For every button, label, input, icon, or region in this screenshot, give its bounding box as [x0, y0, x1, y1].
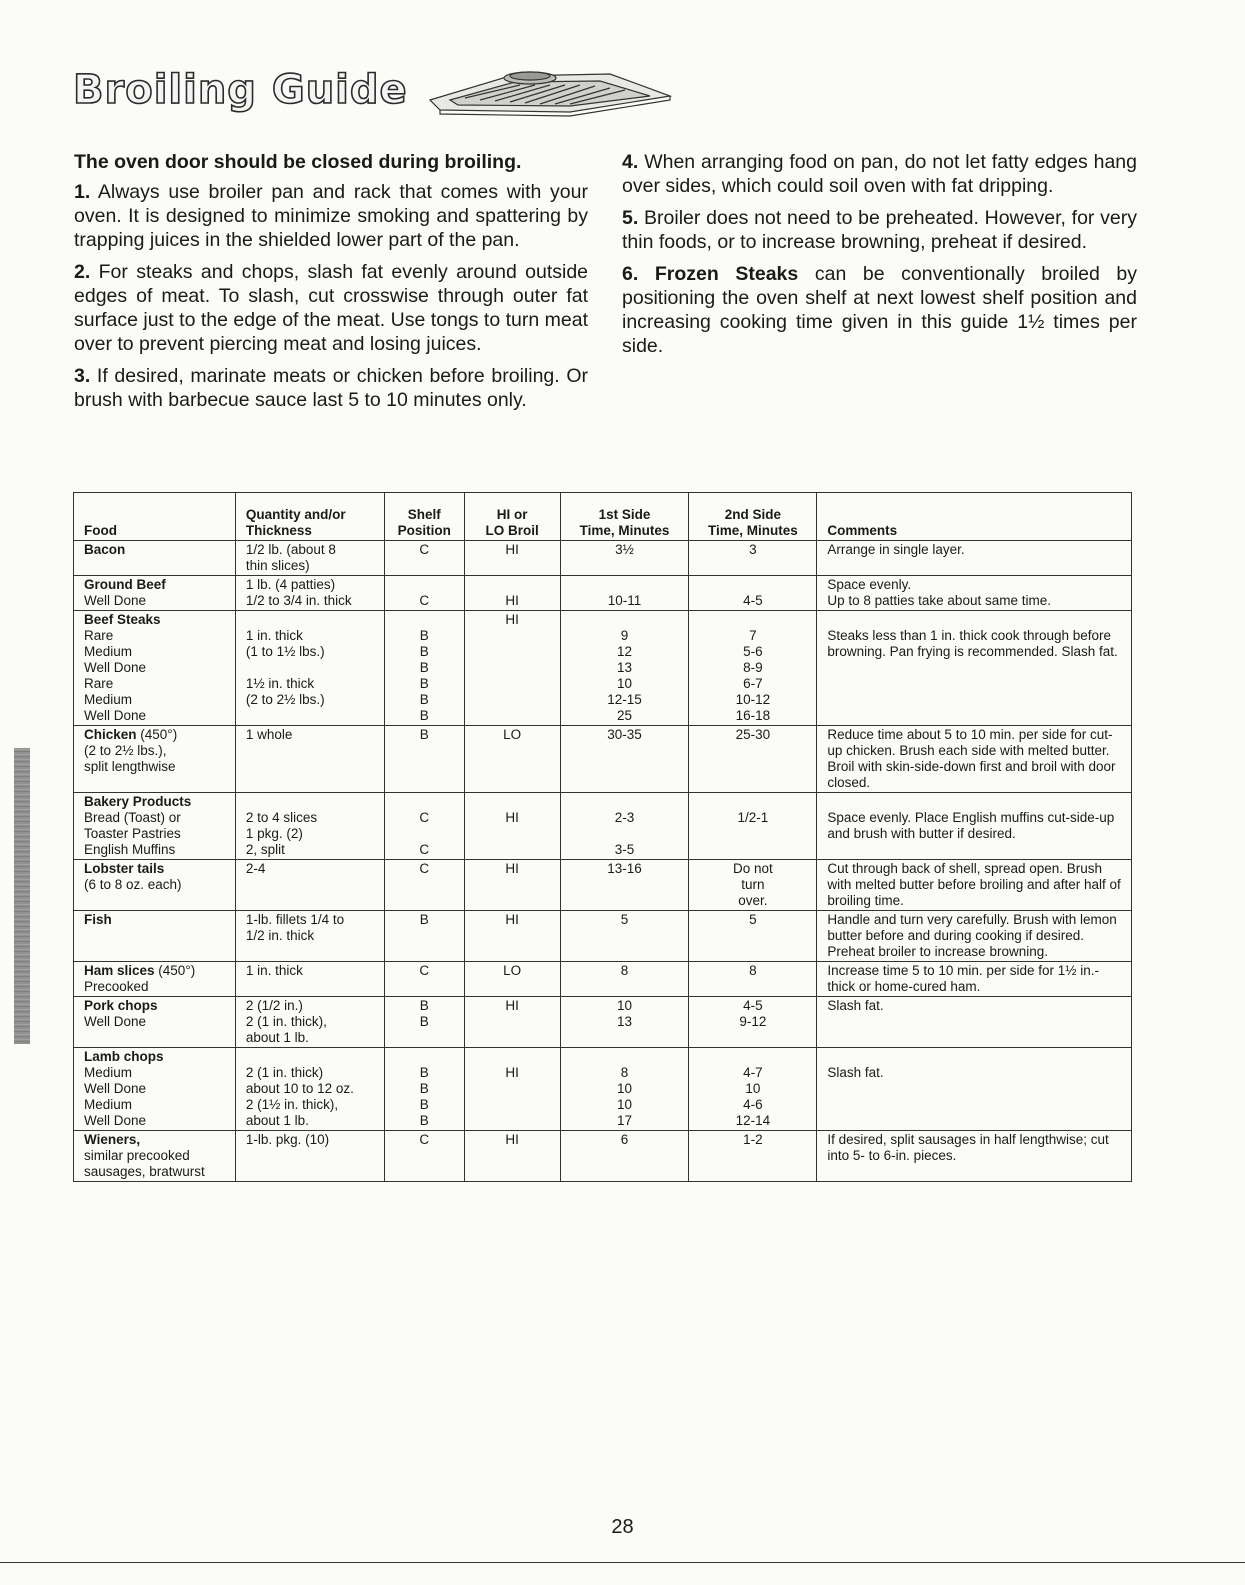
second-side-cell: 4-5 [689, 576, 817, 611]
quantity-cell: 1 in. thick (1 to 1½ lbs.) 1½ in. thick (2 to 2½ lbs.) [235, 611, 384, 726]
shelf-cell: B B B B B B [384, 611, 464, 726]
broil-cell: HI [464, 860, 560, 911]
column-header: 2nd Side Time, Minutes [689, 493, 817, 541]
column-header: Comments [817, 493, 1132, 541]
instruction-number: 3. [74, 365, 91, 387]
instruction-4 [622, 150, 1137, 198]
broil-cell: HI [464, 611, 560, 726]
food-cell [74, 962, 236, 997]
quantity-cell: 1-lb. pkg. (10) [235, 1131, 384, 1182]
first-side-cell: 9 12 13 10 12-15 25 [560, 611, 689, 726]
table-row [74, 860, 1132, 911]
instruction-number: 1. [74, 181, 91, 203]
page-header [73, 60, 680, 120]
second-side-cell: 3 [689, 541, 817, 576]
comments-cell: Arrange in single layer. [817, 541, 1132, 576]
instruction-text: For steaks and chops, slash fat evenly around outside edges of meat. To slash, cut crosswise through outer fat surface just to the edge of the meat. Use tongs to turn meat over to prevent piercing meat and losing juices. [74, 261, 589, 355]
table-header-row [74, 493, 1132, 541]
second-side-cell: 4-5 9-12 [689, 997, 817, 1048]
quantity-cell: 1 in. thick [235, 962, 384, 997]
instruction-5 [622, 206, 1137, 254]
food-cell [74, 793, 236, 860]
shelf-cell: B B B B [384, 1048, 464, 1131]
food-cell [74, 1048, 236, 1131]
food-detail: Rare Medium Well Done Rare Medium Well Done [84, 628, 147, 723]
broil-cell: HI [464, 793, 560, 860]
second-side-cell: 4-7 10 4-6 12-14 [689, 1048, 817, 1131]
food-name: Bakery Products [84, 794, 192, 809]
page-title: Broiling Guide [73, 67, 408, 113]
broil-cell: HI [464, 997, 560, 1048]
food-name: Pork chops [84, 998, 158, 1013]
column-header: HI or LO Broil [464, 493, 560, 541]
food-detail: Medium Well Done Medium Well Done [84, 1065, 147, 1128]
table-row [74, 726, 1132, 793]
food-name: Ground Beef [84, 577, 166, 592]
shelf-cell: C [384, 860, 464, 911]
second-side-cell: 1/2-1 [689, 793, 817, 860]
column-header: Quantity and/or Thickness [235, 493, 384, 541]
footer-rule [0, 1562, 1245, 1563]
first-side-cell: 5 [560, 911, 689, 962]
food-temperature: (450°) [154, 963, 196, 978]
first-side-cell: 8 10 10 17 [560, 1048, 689, 1131]
instruction-6 [622, 262, 1137, 358]
broil-cell: HI [464, 541, 560, 576]
comments-cell: Space evenly. Place English muffins cut-side-up and brush with butter if desired. [817, 793, 1132, 860]
food-name: Fish [84, 912, 112, 927]
second-side-cell: 5 [689, 911, 817, 962]
table-row [74, 911, 1132, 962]
food-cell [74, 1131, 236, 1182]
comments-cell: Handle and turn very carefully. Brush with lemon butter before and during cooking if desired. Preheat broiler to increase browning. [817, 911, 1132, 962]
quantity-cell: 2 (1 in. thick) about 10 to 12 oz. 2 (1½ in. thick), about 1 lb. [235, 1048, 384, 1131]
shelf-cell: C [384, 541, 464, 576]
food-detail: similar precooked sausages, bratwurst [84, 1148, 205, 1179]
food-cell [74, 541, 236, 576]
column-header: 1st Side Time, Minutes [560, 493, 689, 541]
comments-cell: Slash fat. [817, 1048, 1132, 1131]
instruction-number: 6. [622, 263, 639, 285]
binding-margin-mark [14, 748, 30, 1044]
food-name: Wieners, [84, 1132, 141, 1147]
comments-cell: Space evenly. Up to 8 patties take about same time. [817, 576, 1132, 611]
shelf-cell: B [384, 911, 464, 962]
shelf-cell: B [384, 726, 464, 793]
quantity-cell: 1 lb. (4 patties) 1/2 to 3/4 in. thick [235, 576, 384, 611]
instruction-number: 5. [622, 207, 639, 229]
food-name: Lobster tails [84, 861, 165, 876]
instruction-text: Always use broiler pan and rack that comes with your oven. It is designed to minimize smoking and spattering by trapping juices in the shielded lower part of the pan. [74, 181, 588, 251]
second-side-cell: Do not turn over. [689, 860, 817, 911]
table-row [74, 793, 1132, 860]
left-instructions [74, 150, 588, 420]
food-name: Chicken [84, 727, 137, 742]
food-detail: (2 to 2½ lbs.), split lengthwise [84, 743, 176, 774]
food-detail: Well Done [84, 1014, 147, 1029]
food-detail: Precooked [84, 979, 149, 994]
comments-cell: If desired, split sausages in half lengthwise; cut into 5- to 6-in. pieces. [817, 1131, 1132, 1182]
instruction-2 [74, 260, 588, 356]
broil-cell: HI [464, 1131, 560, 1182]
table-row [74, 541, 1132, 576]
table-body [74, 541, 1132, 1182]
broil-cell: LO [464, 962, 560, 997]
broil-cell: HI [464, 576, 560, 611]
food-cell [74, 997, 236, 1048]
shelf-cell: B B [384, 997, 464, 1048]
instruction-3 [74, 364, 588, 412]
column-header: Food [74, 493, 236, 541]
second-side-cell: 25-30 [689, 726, 817, 793]
first-side-cell: 13-16 [560, 860, 689, 911]
quantity-cell: 2 (1/2 in.) 2 (1 in. thick), about 1 lb. [235, 997, 384, 1048]
shelf-cell: C [384, 1131, 464, 1182]
food-cell [74, 911, 236, 962]
shelf-cell: C [384, 962, 464, 997]
second-side-cell: 1-2 [689, 1131, 817, 1182]
broil-cell: HI [464, 1048, 560, 1131]
table-row [74, 611, 1132, 726]
quantity-cell: 2 to 4 slices 1 pkg. (2) 2, split [235, 793, 384, 860]
table-row [74, 1131, 1132, 1182]
instruction-lead: Frozen Steaks [654, 263, 799, 285]
food-detail: Well Done [84, 593, 147, 608]
food-detail: (6 to 8 oz. each) [84, 877, 182, 892]
shelf-cell: C C [384, 793, 464, 860]
instruction-1 [74, 180, 588, 252]
first-side-cell: 30-35 [560, 726, 689, 793]
food-cell [74, 860, 236, 911]
food-cell [74, 576, 236, 611]
first-side-cell: 3½ [560, 541, 689, 576]
food-temperature: (450°) [136, 727, 178, 742]
food-detail: Bread (Toast) or Toaster Pastries English Muffins [84, 810, 181, 857]
second-side-cell: 7 5-6 8-9 6-7 10-12 16-18 [689, 611, 817, 726]
table-row [74, 997, 1132, 1048]
shelf-cell: C [384, 576, 464, 611]
comments-cell: Cut through back of shell, spread open. Brush with melted butter before broiling and after half of broiling time. [817, 860, 1132, 911]
food-cell [74, 726, 236, 793]
first-side-cell: 10-11 [560, 576, 689, 611]
food-name: Lamb chops [84, 1049, 164, 1064]
food-name: Bacon [84, 542, 126, 557]
table-row [74, 576, 1132, 611]
food-name: Ham slices [84, 963, 155, 978]
instruction-text: Broiler does not need to be preheated. However, for very thin foods, or to increase browning, preheat if desired. [622, 207, 1137, 253]
instruction-number: 4. [622, 151, 639, 173]
instruction-text: When arranging food on pan, do not let fatty edges hang over sides, which could soil oven with fat dripping. [622, 151, 1137, 197]
comments-cell: Reduce time about 5 to 10 min. per side for cut-up chicken. Brush each side with melted butter. Broil with skin-side-down first and broil with door closed. [817, 726, 1132, 793]
food-name: Beef Steaks [84, 612, 161, 627]
first-side-cell: 10 13 [560, 997, 689, 1048]
instruction-text: can be conventionally broiled by positioning the oven shelf at next lowest shelf position and increasing cooking time given in this guide 1½ times per side. [622, 263, 1138, 357]
instruction-number: 2. [74, 261, 91, 283]
quantity-cell: 1-lb. fillets 1/4 to 1/2 in. thick [235, 911, 384, 962]
broiler-pan-illustration [420, 60, 680, 120]
comments-cell: Increase time 5 to 10 min. per side for 1½ in.-thick or home-cured ham. [817, 962, 1132, 997]
table-row [74, 1048, 1132, 1131]
quantity-cell: 1 whole [235, 726, 384, 793]
comments-cell: Steaks less than 1 in. thick cook through before browning. Pan frying is recommended. Slash fat. [817, 611, 1132, 726]
second-side-cell: 8 [689, 962, 817, 997]
first-side-cell: 8 [560, 962, 689, 997]
table-row [74, 962, 1132, 997]
comments-cell: Slash fat. [817, 997, 1132, 1048]
right-instructions [622, 150, 1137, 366]
page-number: 28 [611, 1516, 634, 1538]
column-header: Shelf Position [384, 493, 464, 541]
quantity-cell: 1/2 lb. (about 8 thin slices) [235, 541, 384, 576]
instruction-text: If desired, marinate meats or chicken before broiling. Or brush with barbecue sauce last 5 to 10 minutes only. [74, 365, 588, 411]
food-cell [74, 611, 236, 726]
first-side-cell: 2-3 3-5 [560, 793, 689, 860]
first-side-cell: 6 [560, 1131, 689, 1182]
broil-cell: HI [464, 911, 560, 962]
broiling-table [73, 492, 1132, 1182]
quantity-cell: 2-4 [235, 860, 384, 911]
door-closed-note: The oven door should be closed during broiling. [74, 151, 522, 173]
broil-cell: LO [464, 726, 560, 793]
